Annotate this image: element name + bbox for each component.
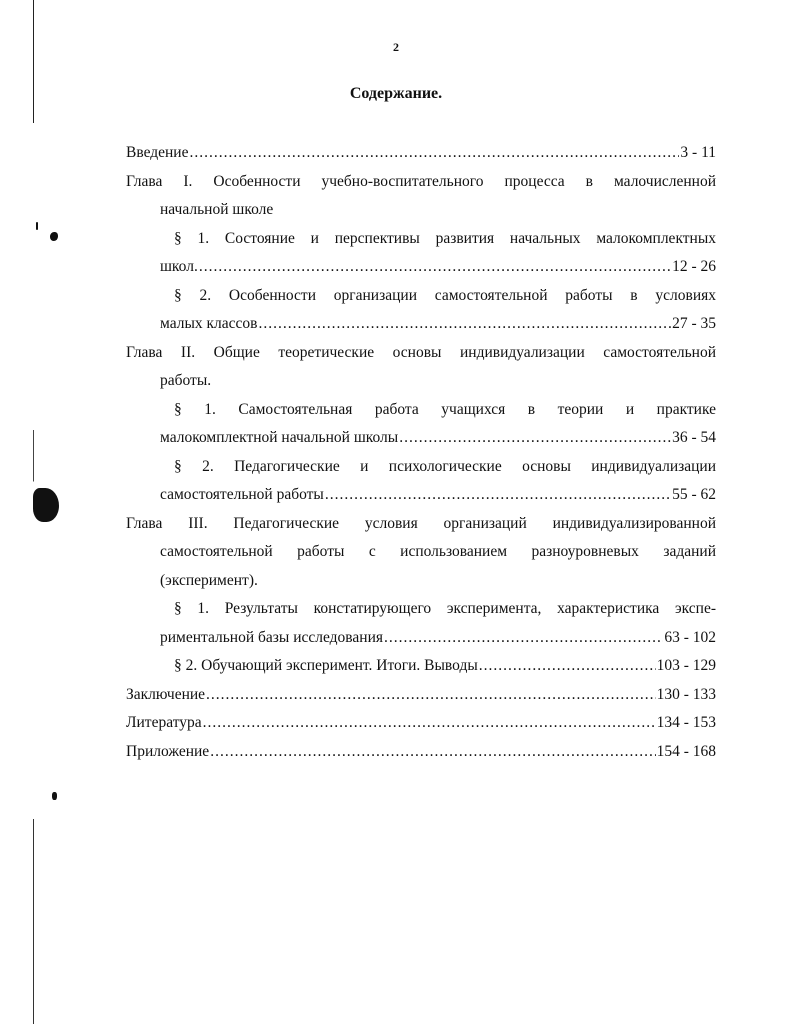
scan-artifact xyxy=(36,222,38,230)
toc-entry-appendix xyxy=(126,738,716,767)
toc-entry-title: школ. xyxy=(160,258,198,275)
toc-section-3-1-title: § 1. Результаты констатирующего эксперимента, характеристика экспе- xyxy=(174,600,716,617)
toc-entry-pages: 27 - 35 xyxy=(672,315,716,332)
toc-entry-section-3-1 xyxy=(126,624,716,653)
dot-leader xyxy=(384,624,663,653)
dot-leader xyxy=(199,253,671,282)
toc-entry-pages: 12 - 26 xyxy=(672,258,716,275)
toc-entry-pages: 130 - 133 xyxy=(656,685,716,703)
page-number: 2 xyxy=(393,40,399,54)
toc-entry-intro xyxy=(126,139,716,168)
dot-leader xyxy=(258,310,671,339)
toc-entry-title: Приложение xyxy=(126,742,210,760)
toc-entry-section-3-2 xyxy=(126,652,716,681)
toc-entry-title: Литература xyxy=(126,714,202,731)
dot-leader xyxy=(203,709,656,738)
dot-leader xyxy=(189,139,679,168)
toc-entry-pages: 134 - 153 xyxy=(656,714,716,731)
toc-section-2-1-title: § 1. Самостоятельная работа учащихся в теории и практике xyxy=(174,400,716,418)
toc-entry-pages: 3 - 11 xyxy=(680,144,716,161)
toc-entry-pages: 103 - 129 xyxy=(656,657,716,674)
scan-artifact xyxy=(33,488,59,522)
toc-entry-conclusion xyxy=(126,681,716,710)
toc-entry-pages: 154 - 168 xyxy=(656,742,716,760)
toc-section-1-1-title: § 1. Состояние и перспективы развития начальных малокомплектных xyxy=(174,229,716,247)
toc-entry-section-1-1 xyxy=(126,253,716,282)
dot-leader xyxy=(479,652,656,681)
dot-leader xyxy=(210,738,655,767)
toc-entry-title: риментальной базы исследования xyxy=(160,628,384,646)
scan-artifact xyxy=(50,232,58,241)
toc-chapter-2-title: Глава II. Общие теоретические основы индивидуализации самостоятельной xyxy=(126,343,716,361)
toc-entry-title: малых классов xyxy=(160,315,258,332)
toc-chapter-1-title: Глава I. Особенности учебно-воспитательного процесса в малочисленной xyxy=(126,172,716,190)
toc-entry-section-2-1 xyxy=(126,424,716,453)
toc-chapter-3-title-cont: (эксперимент). xyxy=(160,571,258,589)
toc-entry-title: Введение xyxy=(126,144,189,161)
toc-entry-pages: 36 - 54 xyxy=(672,429,716,446)
toc-chapter-3-title-cont: самостоятельной работы с использованием разноуровневых заданий xyxy=(160,543,716,560)
toc-chapter-1-title-cont: начальной школе xyxy=(160,201,274,218)
toc-entry-title: Заключение xyxy=(126,685,206,703)
toc-entry-pages: 55 - 62 xyxy=(672,486,716,503)
toc-entry-title: самостоятельной работы xyxy=(160,486,324,503)
toc-entry-pages: 63 - 102 xyxy=(664,628,716,646)
toc-chapter-2-title-cont: работы. xyxy=(160,372,212,389)
dot-leader xyxy=(399,424,671,453)
scan-artifact xyxy=(52,792,57,800)
toc-chapter-3-title: Глава III. Педагогические условия организаций индивидуализированной xyxy=(126,514,716,532)
toc-entry-literature xyxy=(126,709,716,738)
page-title: Содержание. xyxy=(349,85,443,102)
toc-section-2-2-title: § 2. Педагогические и психологические основы индивидуализации xyxy=(174,457,716,475)
toc-entry-title: § 2. Обучающий эксперимент. Итоги. Выводы xyxy=(174,657,478,674)
toc-section-1-2-title: § 2. Особенности организации самостоятельной работы в условиях xyxy=(174,286,716,304)
toc-entry-section-1-2 xyxy=(126,310,716,339)
dot-leader xyxy=(325,481,671,510)
toc-entry-title: малокомплектной начальной школы xyxy=(160,429,399,446)
table-of-contents xyxy=(126,139,716,766)
dot-leader xyxy=(206,681,656,710)
toc-entry-section-2-2 xyxy=(126,481,716,510)
